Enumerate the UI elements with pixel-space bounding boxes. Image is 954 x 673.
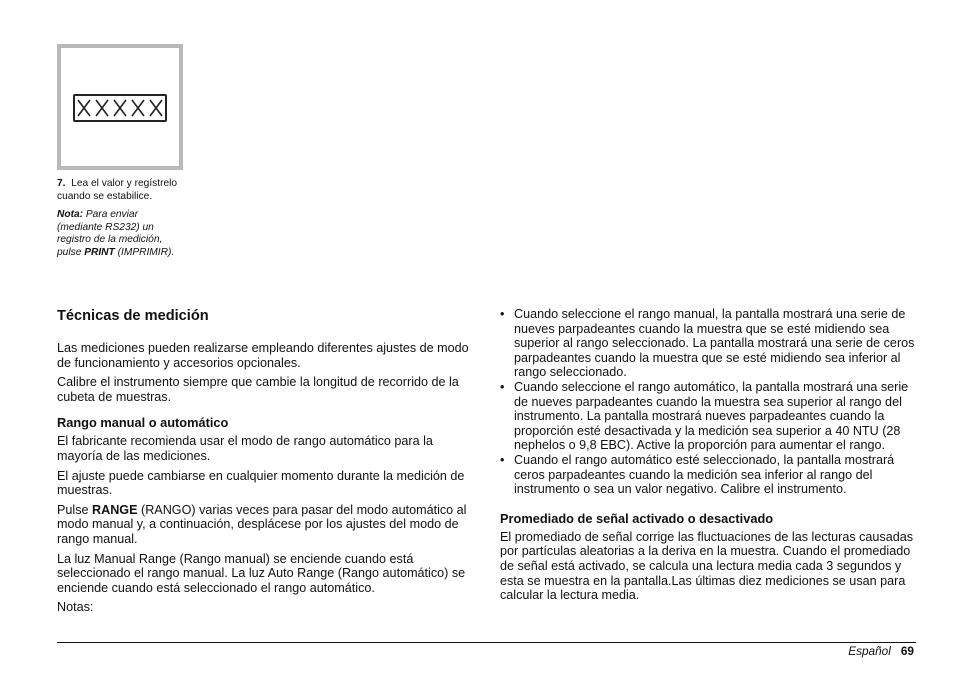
range-key: RANGE (92, 502, 138, 517)
list-item: • Cuando seleccione el rango automático, la pantalla mostrará una serie de nueves parpadeantes cuando la muestra sea superior al rango del instrumento. La pantalla mostrará nueves parpadeantes cuando la proporción esté desactivada y la medición sea superior a 40 NTU (28 nephelos o 9,8 EBC). Active la proporción para aumentar el rango. (500, 380, 916, 453)
step-caption (57, 178, 182, 259)
footer-language: Español (848, 644, 891, 658)
note (57, 209, 182, 259)
footer-divider (57, 642, 916, 643)
list-item: • Cuando el rango automático esté seleccionado, la pantalla mostrará ceros parpadeantes cuando la medición sea inferior al rango del instrumento o sea un valor negativo. Calibre el instrumento. (500, 453, 916, 497)
paragraph-4: El ajuste puede cambiarse en cualquier momento durante la medición de muestras. (57, 468, 465, 498)
note-text-b: (IMPRIMIR). (117, 246, 175, 258)
page-number: 69 (900, 644, 914, 658)
note-key: PRINT (84, 246, 115, 258)
subheading-signal-averaging: Promediado de señal activado o desactivado (500, 510, 774, 526)
lcd-x-glyph-icon (112, 98, 128, 118)
lcd-x-glyph-icon (130, 98, 146, 118)
lcd-x-glyph-icon (94, 98, 110, 118)
section-heading: Técnicas de medición (57, 308, 209, 324)
paragraph-5-b: (RANGO) varias veces para pasar del modo automático al modo manual y, a continuación, desplácese por los ajustes del modo de rango manual. (57, 502, 467, 546)
paragraph-5-a: Pulse (57, 502, 89, 517)
paragraph-1: Las mediciones pueden realizarse empleando diferentes ajustes de modo de funcionamiento y accesorios opcionales. (57, 341, 469, 370)
note-label: Nota: (57, 209, 84, 220)
lcd-display (73, 94, 167, 122)
step-text: Lea el valor y regístrelo cuando se estabilice. (57, 178, 178, 202)
list-item: • Cuando seleccione el rango manual, la pantalla mostrará una serie de nueves parpadeantes cuando la muestra que se esté midiendo sea superior al rango seleccionado. La pantalla mostrará una serie de ceros parpadeantes cuando la muestra que se esté midiendo sea inferior al rango seleccionado. (500, 307, 916, 380)
step-number: 7. (57, 178, 66, 189)
left-column (57, 308, 472, 620)
right-column (500, 307, 916, 608)
lcd-x-glyph-icon (148, 98, 164, 118)
paragraph-3: El fabricante recomienda usar el modo de rango automático para la mayoría de las mediciones. (57, 434, 433, 463)
note-text-a: Para enviar (mediante RS232) un registro de la medición, pulse (57, 209, 163, 258)
paragraph-6: La luz Manual Range (Rango manual) se enciende cuando está seleccionado el rango manual. La luz Auto Range (Rango automático) se enciende cuando está seleccionado el rango automático. (57, 551, 466, 595)
paragraph-signal-averaging: El promediado de señal corrige las fluctuaciones de las lecturas causadas por partículas aleatorias a la deriva en la muestra. Cuando el promediado de señal está activado, se calcula una lectura media cada 3 segundos y esta se muestra en la pantalla.Las últimas diez mediciones se usan para calcular la lectura media. (500, 529, 914, 603)
paragraph-2: Calibre el instrumento siempre que cambie la longitud de recorrido de la cubeta de muestras. (57, 375, 459, 404)
notes-list (500, 307, 916, 497)
paragraph-7: Notas: (57, 600, 94, 615)
page-footer (848, 644, 914, 658)
step-7 (57, 178, 182, 203)
subheading-range: Rango manual o automático (57, 415, 229, 431)
instrument-display-figure (57, 44, 183, 170)
paragraph-5 (57, 503, 472, 547)
lcd-x-glyph-icon (76, 98, 92, 118)
